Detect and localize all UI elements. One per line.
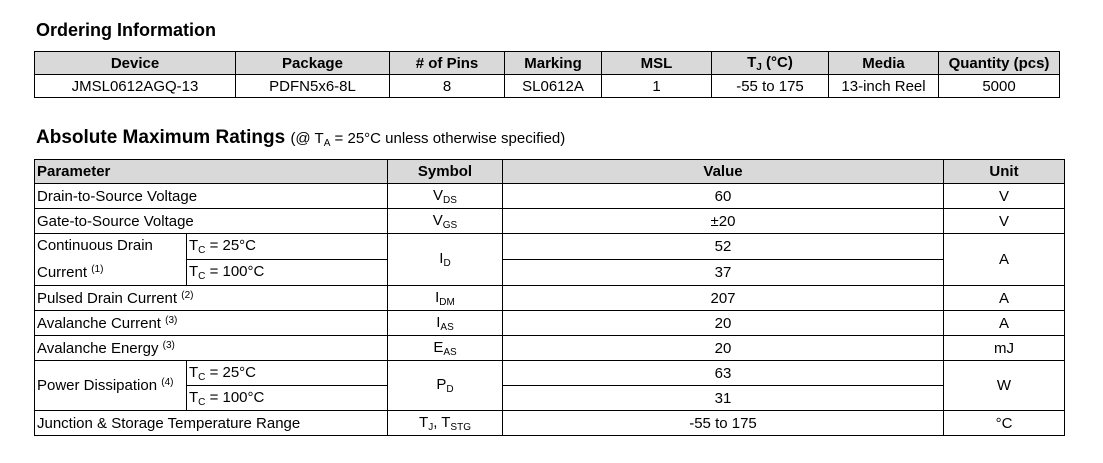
cond-id-25c: $T_C = 25^\circ C$	[187, 234, 388, 260]
cell-pins: 8	[390, 75, 505, 98]
cell-device: JMSL0612AGQ-13	[35, 75, 236, 98]
cond-pd-25c: $T_C = 25^\circ C$	[187, 361, 388, 386]
symbol-id: $I_D$	[388, 234, 503, 286]
header-symbol: Symbol	[388, 160, 503, 184]
header-tj: $T_J$ (°C)	[712, 52, 829, 75]
header-media: Media	[829, 52, 939, 75]
header-parameter: Parameter	[35, 160, 388, 184]
row-pd-25c	[35, 361, 1065, 386]
row-id-25c	[35, 234, 1065, 260]
cell-tj: -55 to 175	[712, 75, 829, 98]
ordering-header-row	[35, 52, 1060, 75]
row-id-100c	[35, 260, 1065, 286]
symbol-ias: $I_{AS}$	[388, 311, 503, 336]
cond-pd-100c: $T_C = 100^\circ C$	[187, 386, 388, 411]
row-ias	[35, 311, 1065, 336]
value-ias: 20	[503, 311, 944, 336]
value-pd-100c: 31	[503, 386, 944, 411]
cell-quantity: 5000	[939, 75, 1060, 98]
unit-vds: V	[944, 184, 1065, 209]
cell-marking: SL0612A	[505, 75, 602, 98]
header-value: Value	[503, 160, 944, 184]
symbol-tj: $T_J$, $T_{STG}$	[388, 411, 503, 436]
ordering-row	[35, 75, 1060, 98]
unit-pd: W	[944, 361, 1065, 411]
param-ias: Avalanche Current $^{(3)}$	[35, 311, 388, 336]
absolute-maximum-ratings-table	[34, 159, 1065, 436]
cell-package: PDFN5x6-8L	[236, 75, 390, 98]
param-idm: Pulsed Drain Current $^{(2)}$	[35, 286, 388, 311]
value-vds: 60	[503, 184, 944, 209]
symbol-pd: $P_D$	[388, 361, 503, 411]
unit-ias: A	[944, 311, 1065, 336]
value-vgs: ±20	[503, 209, 944, 234]
param-id: Continuous Drain Current $^{(1)}$	[35, 234, 187, 286]
row-tj	[35, 411, 1065, 436]
symbol-eas: $E_{AS}$	[388, 336, 503, 361]
cond-id-100c: $T_C = 100^\circ C$	[187, 260, 388, 286]
symbol-vgs: $V_{GS}$	[388, 209, 503, 234]
header-device: Device	[35, 52, 236, 75]
param-vgs: Gate-to-Source Voltage	[35, 209, 388, 234]
ordering-table	[34, 51, 1060, 98]
unit-vgs: V	[944, 209, 1065, 234]
header-quantity: Quantity (pcs)	[939, 52, 1060, 75]
ratings-header-row	[35, 160, 1065, 184]
unit-tj: °C	[944, 411, 1065, 436]
unit-eas: mJ	[944, 336, 1065, 361]
row-vds	[35, 184, 1065, 209]
row-pd-100c	[35, 386, 1065, 411]
cell-media: 13-inch Reel	[829, 75, 939, 98]
value-id-25c: 52	[503, 234, 944, 260]
symbol-vds: $V_{DS}$	[388, 184, 503, 209]
row-idm	[35, 286, 1065, 311]
unit-id: A	[944, 234, 1065, 286]
ratings-condition: (@ $T_A = 25^\circ C$ unless otherwise specified)	[290, 130, 566, 149]
header-msl: MSL	[602, 52, 712, 75]
value-eas: 20	[503, 336, 944, 361]
row-vgs	[35, 209, 1065, 234]
header-marking: Marking	[505, 52, 602, 75]
param-pd: Power Dissipation $^{(4)}$	[35, 361, 187, 411]
cell-msl: 1	[602, 75, 712, 98]
header-pins: # of Pins	[390, 52, 505, 75]
absolute-maximum-ratings-title: Absolute Maximum Ratings (@ $T_A = 25^\circ C$ unless otherwise specified)	[36, 127, 566, 149]
header-package: Package	[236, 52, 390, 75]
unit-idm: A	[944, 286, 1065, 311]
value-id-100c: 37	[503, 260, 944, 286]
value-idm: 207	[503, 286, 944, 311]
header-unit: Unit	[944, 160, 1065, 184]
value-tj: -55 to 175	[503, 411, 944, 436]
param-eas: Avalanche Energy $^{(3)}$	[35, 336, 388, 361]
value-pd-25c: 63	[503, 361, 944, 386]
symbol-idm: $I_{DM}$	[388, 286, 503, 311]
param-tj: Junction & Storage Temperature Range	[35, 411, 388, 436]
ordering-information-title: Ordering Information	[36, 20, 216, 40]
row-eas	[35, 336, 1065, 361]
param-vds: Drain-to-Source Voltage	[35, 184, 388, 209]
